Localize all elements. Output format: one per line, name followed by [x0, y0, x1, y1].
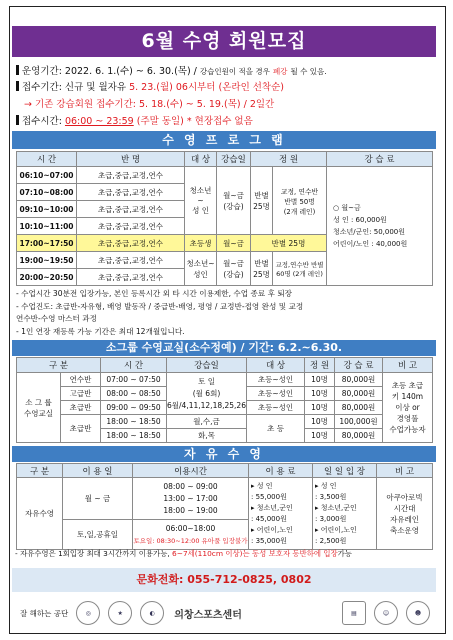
capacity-cell: 10명	[305, 415, 335, 429]
time-cell: 18:00 ~ 18:50	[101, 429, 167, 443]
fee-cell: 80,000원	[335, 401, 383, 415]
days-cell: 월~금 (강습)	[217, 252, 251, 286]
col-days: 이 용 일	[63, 464, 133, 478]
target-cell: 초등~성인	[247, 387, 305, 401]
capacity-cell: 반별 25명	[251, 252, 273, 286]
fee-cell: ▸ 성 인 : 55,000원 ▸ 청소년,군인 : 45,000원 ▸ 어린이,노인 : 35,000원	[249, 478, 313, 550]
col-daily: 일 일 입 장	[313, 464, 377, 478]
col-class: 반 명	[77, 152, 185, 167]
time-cell: 20:00~20:50	[17, 269, 77, 286]
time-cell: 19:00~19:50	[17, 252, 77, 269]
class-cell: 초급,중급,교정,연수	[77, 167, 185, 184]
target-cell: 청소년 ~ 성 인	[185, 167, 217, 235]
col-fee: 강 습 료	[335, 358, 383, 373]
capacity-cell: 반별 25명	[251, 167, 273, 235]
mascot-logo: ☺	[374, 601, 398, 625]
fee-cell: 80,000원	[335, 387, 383, 401]
class-cell: 초급,중급,교정,연수	[77, 252, 185, 269]
daily-cell: ▸ 성 인 : 3,500원 ▸ 청소년,군인 : 3,000원 ▸ 어린이,노인 : 2,500원	[313, 478, 377, 550]
info-time: 접수시간: 06:00 ~ 23:59 (주말 동일) * 현장접수 없음	[16, 113, 253, 127]
days-cell: 토 일 (월 6회) 6월/4,11,12,18,25,26	[167, 373, 247, 415]
class-cell: 초급,중급,교정,연수	[77, 201, 185, 218]
fee-cell: 100,000원	[335, 415, 383, 429]
days-cell: 월 ~ 금	[63, 478, 133, 520]
fee-cell: ○ 월~금 성 인 : 60,000원 청소년/군인: 50,000원 어린이/노인 : 40,000원	[327, 167, 433, 286]
col-days: 강습일	[217, 152, 251, 167]
city-logo: ◐	[140, 601, 164, 625]
class-cell: 초급,중급,교정,연수	[77, 269, 185, 286]
col-category: 구 분	[17, 464, 63, 478]
col-time: 시 간	[17, 152, 77, 167]
col-capacity: 정 원	[251, 152, 327, 167]
target-cell: 초등~성인	[247, 401, 305, 415]
level-cell: 초급반	[61, 401, 101, 415]
days-cell: 월~금 (강습)	[217, 167, 251, 235]
slogan-text: 잘 해하는 공단	[20, 608, 69, 618]
days-cell: 월~금	[217, 235, 251, 252]
capacity-cell: 반별 25명	[251, 235, 327, 252]
mascot-logo-2: ☻	[406, 601, 430, 625]
fee-cell: 80,000원	[335, 429, 383, 443]
target-cell: 초등생	[185, 235, 217, 252]
certification-logo: ★	[108, 601, 132, 625]
free-swim-note: - 자유수영은 1회입장 최대 3시간까지 이용가능, 6~7세(110cm 이상)는 동성 보호자 동반하에 입장가능	[15, 549, 352, 558]
col-target: 대 상	[247, 358, 305, 373]
level-cell: 연수반	[61, 373, 101, 387]
target-cell: 초등~성인	[247, 373, 305, 387]
class-cell: 초급,중급,교정,연수	[77, 218, 185, 235]
info-existing: → 기존 강습회원 접수기간: 5. 18.(수) ~ 5. 19.(목) / 2일간	[24, 99, 275, 110]
free-swim-table	[16, 463, 433, 550]
time-cell: 07:00 ~ 07:50	[101, 373, 167, 387]
level-cell: 초급반	[61, 415, 101, 443]
flag-logo: ▤	[342, 601, 366, 625]
col-time: 이용시간	[133, 464, 249, 478]
small-group-table	[16, 357, 433, 443]
col-fee: 강 습 료	[327, 152, 433, 167]
category-cell: 자유수영	[17, 478, 63, 550]
time-cell: 08:00 ~ 09:00 13:00 ~ 17:00 18:00 ~ 19:00	[133, 478, 249, 520]
capacity-cell: 10명	[305, 429, 335, 443]
capacity-cell: 10명	[305, 373, 335, 387]
class-cell: 초급,중급,교정,연수	[77, 235, 185, 252]
time-cell: 10:10~11:00	[17, 218, 77, 235]
level-cell: 고급반	[61, 387, 101, 401]
time-cell: 09:00 ~ 09:50	[101, 401, 167, 415]
note-cell: 아쿠아로빅 시간대 자유레인 축소운영	[377, 478, 433, 550]
time-cell: 06:10~07:00	[17, 167, 77, 184]
col-category: 구 분	[17, 358, 101, 373]
target-cell: 초 등	[247, 415, 305, 443]
col-days: 강습일	[167, 358, 247, 373]
emblem-logo: ◎	[76, 601, 100, 625]
center-name: 의창스포츠센터	[174, 609, 242, 621]
info-period: 운영기간: 2022. 6. 1.(수) ~ 6. 30.(목) / 강습인원이 적을 경우 폐강 될 수 있음.	[16, 63, 327, 77]
time-cell: 18:00 ~ 18:50	[101, 415, 167, 429]
page-title: 6월 수영 회원모집	[12, 26, 436, 57]
capacity-note-cell: 교정, 연수반 반별 50명 (2개 레인)	[273, 167, 327, 235]
time-cell: 07:10~08:00	[17, 184, 77, 201]
capacity-note-cell: 교정,연수반 반별 60명 (2개 레인)	[273, 252, 327, 286]
footer-logos	[12, 596, 436, 630]
program-heading: 수 영 프 로 그 램	[12, 131, 436, 149]
program-notes: - 수업시간 30분전 입장가능, 본인 등록시간 외 타 시간 이용제한, 수업 종료 후 퇴장 - 수업진도: 초급반-자유형, 배영 발동작 / 중급반-배영, 평영 / 교정반-접영 완성 및 교정 연수반-수영 마스터 과정 - 1인 연장 재등록 가능 기간은 최대 12개월입니다.	[16, 289, 304, 336]
time-cell: 08:00 ~ 08:50	[101, 387, 167, 401]
category-cell: 소 그 룹 수영교실	[17, 373, 61, 443]
col-target: 대 상	[185, 152, 217, 167]
time-cell: 09:10~10:00	[17, 201, 77, 218]
capacity-cell: 10명	[305, 387, 335, 401]
col-time: 시 간	[101, 358, 167, 373]
days-cell: 월,수,금	[167, 415, 247, 429]
time-cell: 17:00~17:50	[17, 235, 77, 252]
program-table	[16, 151, 433, 286]
info-signup: 접수기간: 신규 및 월자유 5. 23.(월) 06시부터 (온라인 선착순)	[16, 79, 284, 93]
contact-phone: 문화전화: 055-712-0825, 0802	[12, 568, 436, 592]
note-cell: 초등 초급 키 140m 이상 or 경영풀 수업가능자	[383, 373, 433, 443]
target-cell: 청소년~ 성인	[185, 252, 217, 286]
class-cell: 초급,중급,교정,연수	[77, 184, 185, 201]
col-note: 비 고	[377, 464, 433, 478]
fee-cell: 80,000원	[335, 373, 383, 387]
free-swim-heading: 자 유 수 영	[12, 446, 436, 462]
days-cell: 화,목	[167, 429, 247, 443]
time-cell: 06:00~18:00 토요일: 08:30~12:00 유아풀 입장불가	[133, 520, 249, 550]
small-group-heading: 소그룹 수영교실(소수정예) / 기간: 6.2.~6.30.	[12, 340, 436, 356]
capacity-cell: 10명	[305, 401, 335, 415]
col-note: 비 고	[383, 358, 433, 373]
col-capacity: 정 원	[305, 358, 335, 373]
days-cell: 토,일,공휴일	[63, 520, 133, 550]
col-fee: 이 용 료	[249, 464, 313, 478]
